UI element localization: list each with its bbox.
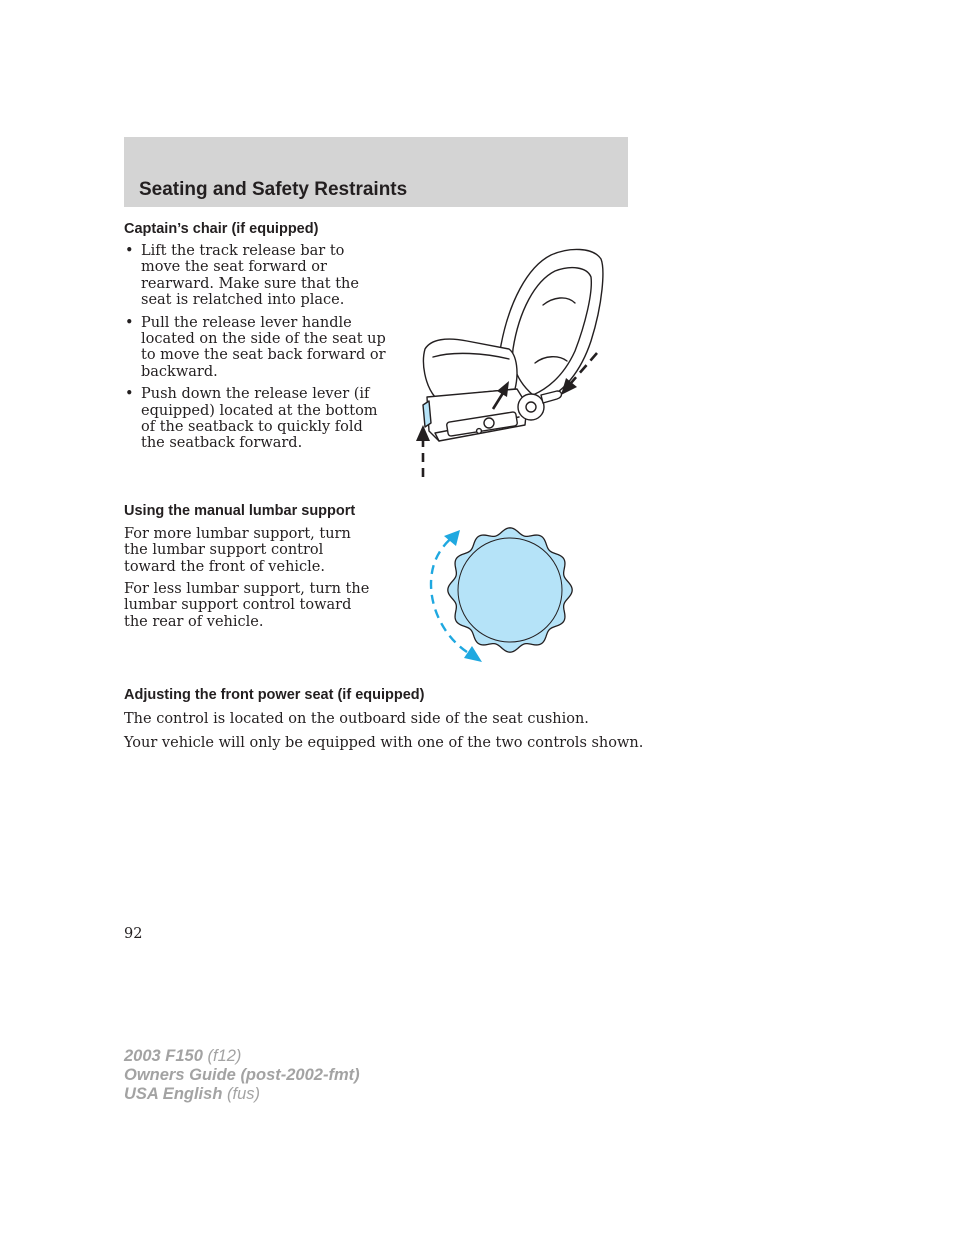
power-seat-paragraph-controls: Your vehicle will only be equipped with one of the two controls shown. <box>124 735 644 751</box>
list-item <box>124 243 386 309</box>
bullet-glyph: • <box>125 243 134 259</box>
bullet-glyph: • <box>125 386 134 403</box>
control-knob <box>484 418 494 428</box>
lumbar-paragraph-less: For less lumbar support, turn the lumbar support control toward the rear of vehicle. <box>124 581 370 630</box>
bullet-text: Push down the release lever (if equipped) located at the bottom of the seatback to quickly fold the seatback forward. <box>141 386 378 452</box>
document-footer <box>124 1047 360 1104</box>
power-seat-heading: Adjusting the front power seat (if equipped) <box>124 687 425 703</box>
lumbar-paragraph-more: For more lumbar support, turn the lumbar support control toward the front of vehicle. <box>124 526 351 575</box>
bullet-text: Lift the track release bar to move the seat forward or rearward. Make sure that the seat is relatched into place. <box>141 243 359 309</box>
section-header-band <box>124 137 628 207</box>
captains-chair-illustration <box>405 245 615 480</box>
captains-chair-bullet-list <box>124 243 386 458</box>
footer-line-language <box>124 1085 360 1104</box>
bullet-text: Pull the release lever handle located on the side of the seat up to move the seat back forward or backward. <box>141 314 386 380</box>
power-seat-paragraph-location: The control is located on the outboard side of the seat cushion. <box>124 711 589 727</box>
captains-chair-heading: Captain’s chair (if equipped) <box>124 221 319 237</box>
footer-line-guide <box>124 1066 360 1085</box>
footer-guide: Owners Guide (post-2002-fmt) <box>124 1066 360 1084</box>
footer-language: USA English <box>124 1085 223 1103</box>
track-bar-arrow-head <box>416 425 430 441</box>
section-title: Seating and Safety Restraints <box>139 179 408 200</box>
page-number: 92 <box>124 926 143 942</box>
footer-model: 2003 F150 <box>124 1047 203 1065</box>
rotation-arrow-head-bottom <box>464 646 482 662</box>
lumbar-heading: Using the manual lumbar support <box>124 503 356 519</box>
lumbar-knob <box>448 528 572 652</box>
track-release-bar <box>423 401 431 427</box>
footer-line-model <box>124 1047 360 1066</box>
footer-model-code: (f12) <box>207 1047 242 1065</box>
list-item <box>124 386 386 452</box>
list-item <box>124 315 386 381</box>
lumbar-knob-illustration <box>420 524 580 666</box>
bullet-glyph: • <box>125 314 134 331</box>
footer-language-code: (fus) <box>227 1085 260 1103</box>
